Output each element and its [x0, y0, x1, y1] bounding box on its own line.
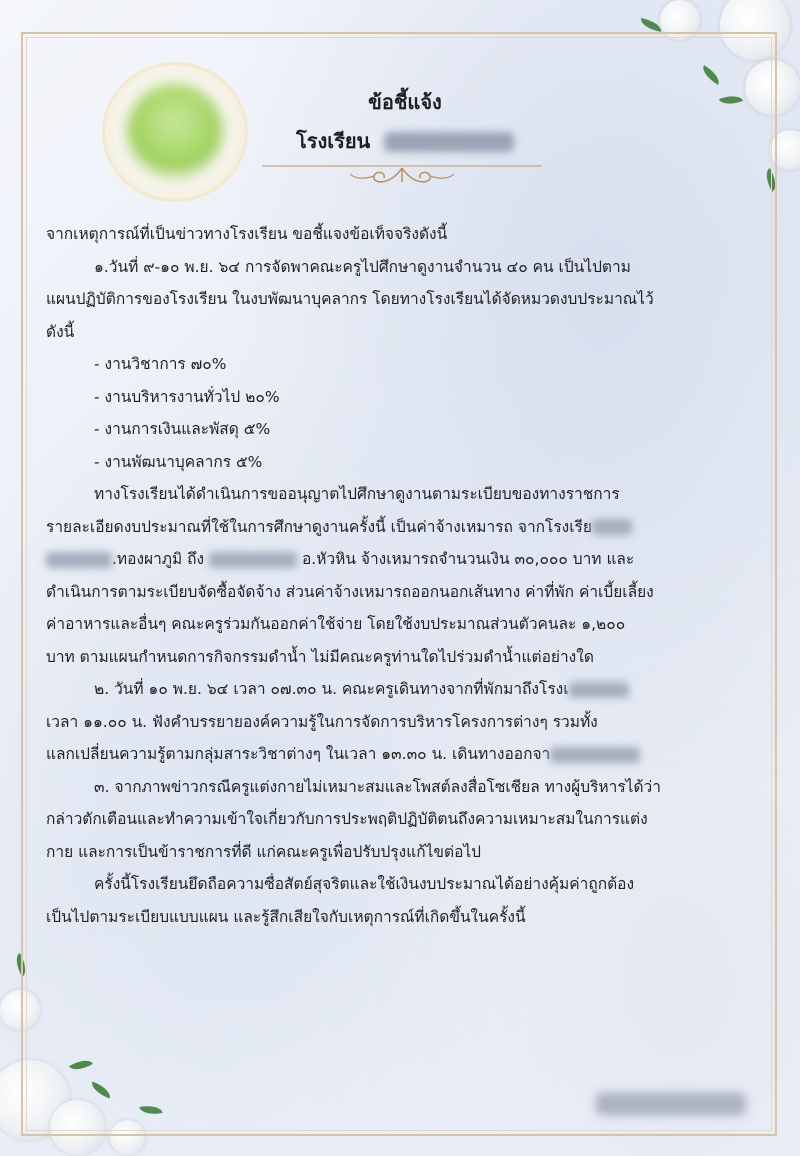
redacted-text	[569, 682, 629, 698]
p2-line-3	[46, 543, 768, 576]
p2-line-3-text-b: อ.หัวหิน จ้างเหมารถจำนวนเงิน ๓๐,๐๐๐ บาท และ	[302, 550, 635, 568]
redacted-text	[209, 552, 297, 568]
p3-line-3	[46, 738, 768, 771]
p2-line-2	[46, 511, 768, 544]
p3-line-1	[46, 673, 768, 706]
p2-line-1: ทางโรงเรียนได้ดำเนินการขออนุญาตไปศึกษาดูงานตามระเบียบของทางราชการ	[94, 485, 620, 503]
p1-line-1: ๑.วันที่ ๙-๑๐ พ.ย. ๖๔ การจัดพาคณะครูไปศึกษาดูงานจำนวน ๔๐ คน เป็นไปตาม	[94, 257, 631, 276]
p2-line-3-text-a: .ทองผาภูมิ ถึง	[112, 550, 205, 568]
gold-divider-ornament	[262, 156, 542, 196]
p1-line-2: แผนปฏิบัติการของโรงเรียน ในงบพัฒนาบุคลากร โดยทางโรงเรียนได้จัดหมวดงบประมาณไว้	[46, 290, 654, 308]
redacted-text	[46, 552, 112, 568]
page-title: ข้อชี้แจ้ง	[368, 90, 442, 114]
p5-line-1: ครั้งนี้โรงเรียนยึดถือความซื่อสัตย์สุจริตและใช้เงินงบประมาณได้อย่างคุ้มค่าถูกต้อง	[94, 875, 635, 893]
redacted-text	[592, 519, 632, 535]
p3-line-1-text: ๒. วันที่ ๑๐ พ.ย. ๖๔ เวลา ๐๗.๓๐ น. คณะครูเดินทางจากที่พักมาถึงโรงเ	[94, 680, 569, 698]
redacted-text	[550, 747, 640, 763]
p1-line-3: ดังนี้	[46, 322, 75, 341]
p2-line-5: ค่าอาหารและอื่นๆ คณะครูร่วมกันออกค่าใช้จ่าย โดยใช้งบประมาณส่วนตัวคนละ ๑,๒๐๐	[46, 615, 626, 633]
p5-line-2: เป็นไปตามระเบียบแบบแผน และรู้สึกเสียใจกับเหตุการณ์ที่เกิดขึ้นในครั้งนี้	[46, 907, 526, 926]
p4-line-1: ๓. จากภาพข่าวกรณีครูแต่งกายไม่เหมาะสมและโพสต์ลงสื่อโซเชียล ทางผู้บริหารได้ว่า	[94, 777, 661, 796]
p3-line-3-text: แลกเปลี่ยนความรู้ตามกลุ่มสาระวิชาต่างๆ ในเวลา ๑๓.๓๐ น. เดินทางออกจา	[46, 745, 551, 763]
bullet-item: - งานพัฒนาบุคลากร ๕%	[94, 452, 263, 471]
letter-body	[46, 218, 768, 933]
p3-line-2: เวลา ๑๑.๐๐ น. ฟังคำบรรยายองค์ความรู้ในการจัดการบริหารโครงการต่างๆ รวมทั้ง	[46, 712, 598, 731]
p2-line-6: บาท ตามแผนกำหนดการกิจกรรมดำน้ำ ไม่มีคณะครูท่านใดไปร่วมดำน้ำแต่อย่างใด	[46, 647, 594, 666]
school-name-prefix: โรงเรียน	[296, 129, 371, 153]
bullet-item: - งานการเงินและพัสดุ ๕%	[94, 420, 271, 438]
p4-line-3: กาย และการเป็นข้าราชการที่ดี แก่คณะครูเพื่อปรับปรุงแก้ไขต่อไป	[46, 842, 482, 861]
p4-line-2: กล่าวตักเตือนและทำความเข้าใจเกี่ยวกับการประพฤติปฏิบัติตนถึงความเหมาะสมในการแต่ง	[46, 810, 648, 828]
p2-line-4: ดำเนินการตามระเบียบจัดซื้อจัดจ้าง ส่วนค่าจ้างเหมารถออกนอกเส้นทาง ค่าที่พัก ค่าเบี้ยเลี้ยง	[46, 582, 654, 601]
signature-redacted	[596, 1093, 746, 1115]
bullet-item: - งานวิชาการ ๗๐%	[94, 355, 227, 373]
bullet-item: - งานบริหารงานทั่วไป ๒๐%	[94, 387, 280, 406]
intro-line: จากเหตุการณ์ที่เป็นข่าวทางโรงเรียน ขอชี้แจงข้อเท็จจริงดังนี้	[46, 225, 448, 243]
p2-line-2-text: รายละเอียดงบประมาณที่ใช้ในการศึกษาดูงานครั้งนี้ เป็นค่าจ้างเหมารถ จากโรงเรีย	[46, 517, 592, 536]
school-name-redacted	[384, 132, 514, 152]
school-logo	[102, 62, 248, 202]
